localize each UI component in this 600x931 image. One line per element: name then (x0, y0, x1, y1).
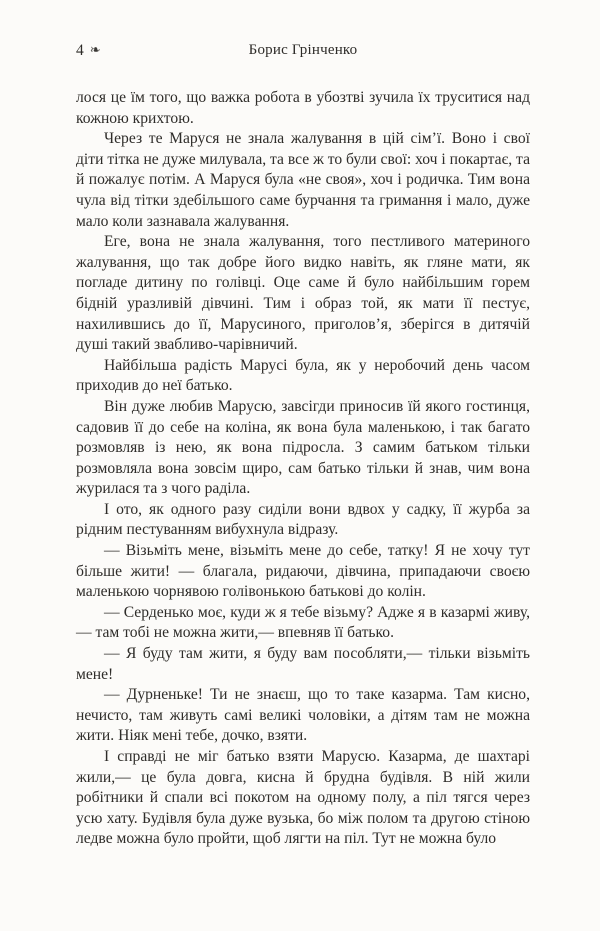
paragraph: лося це їм того, що важка робота в убозтві зучила їх труситися над кожною крихтою. (76, 89, 530, 127)
page-header (76, 42, 530, 64)
running-header-author: Борис Грінченко (248, 42, 358, 58)
paragraph: Через те Маруся не знала жалування в цій сім’ї. Воно і свої діти тітка не дуже милувала, та все ж то були свої: хоч і покартає, та й пожалує потім. А Маруся була «не своя», хоч і родичка. Тим вона чула від тітки здебільшого саме бурчання та гримання і мало, дуже мало коли зазнавала жалування. (76, 130, 530, 230)
paragraph: Він дуже любив Марусю, завсігди приносив їй якого гостинця, садовив її до себе на коліна, як вона була маленькою, і так багато розмовляв із нею, як вона підросла. З самим батьком тільки розмовляла вона зовсім щиро, сам батько тільки й знав, чим вона журилася та з чого раділа. (76, 397, 530, 498)
paragraph: І справді не міг батько взяти Марусю. Казарма, де шахтарі жили,— це була довга, кисна й брудна будівля. В ній жили робітники й спали всі покотом на одному полу, а піл тягся через усю хату. Будівля була дуже вузька, бо між полом та другою стіною ледве можна було пройти, щоб лягти на піл. Тут не можна було (76, 748, 530, 848)
fleuron-icon: ❧ (89, 42, 101, 57)
paragraph: І ото, як одного разу сиділи вони вдвох у садку, її журба за рідним пестуванням вибухнула відразу. (76, 500, 530, 539)
paragraph: — Візьміть мене, візьміть мене до себе, татку! Я не хочу тут більше жити! — благала, ридаючи, дівчина, припадаючи своєю маленькою чорнявою голівонькою батькові до колін. (76, 542, 530, 601)
paragraph: Найбільша радість Марусі була, як у неробочий день часом приходив до неї батько. (76, 356, 530, 395)
paragraph: — Я буду там жити, я буду вам пособляти,— тільки візьміть мене! (76, 645, 530, 683)
paragraph: Еге, вона не знала жалування, того пестливого материного жалування, що так добре його видко навіть, як гляне мати, як погладе дитину по голівці. Оце саме й було найбільшим горем бідній уразливій дівчині. Тим і образ той, як мати її пестує, нахилившись до її, Марусиного, приголов’я, зберігся в дитячій душі такий звабливо-чарівничий. (76, 233, 530, 354)
paragraph: — Дурненьке! Ти не знаєш, що то таке казарма. Там кисно, нечисто, там живуть самі великі чоловіки, а дітям там не можна жити. Ніяк мені тебе, дочко, взяти. (76, 686, 530, 745)
text-body (76, 88, 530, 850)
paragraph: — Серденько моє, куди ж я тебе візьму? Адже я в казармі живу,— там тобі не можна жити,— впевняв її батько. (76, 603, 530, 642)
page-number-group (76, 42, 101, 60)
page-number: 4 (76, 42, 84, 59)
